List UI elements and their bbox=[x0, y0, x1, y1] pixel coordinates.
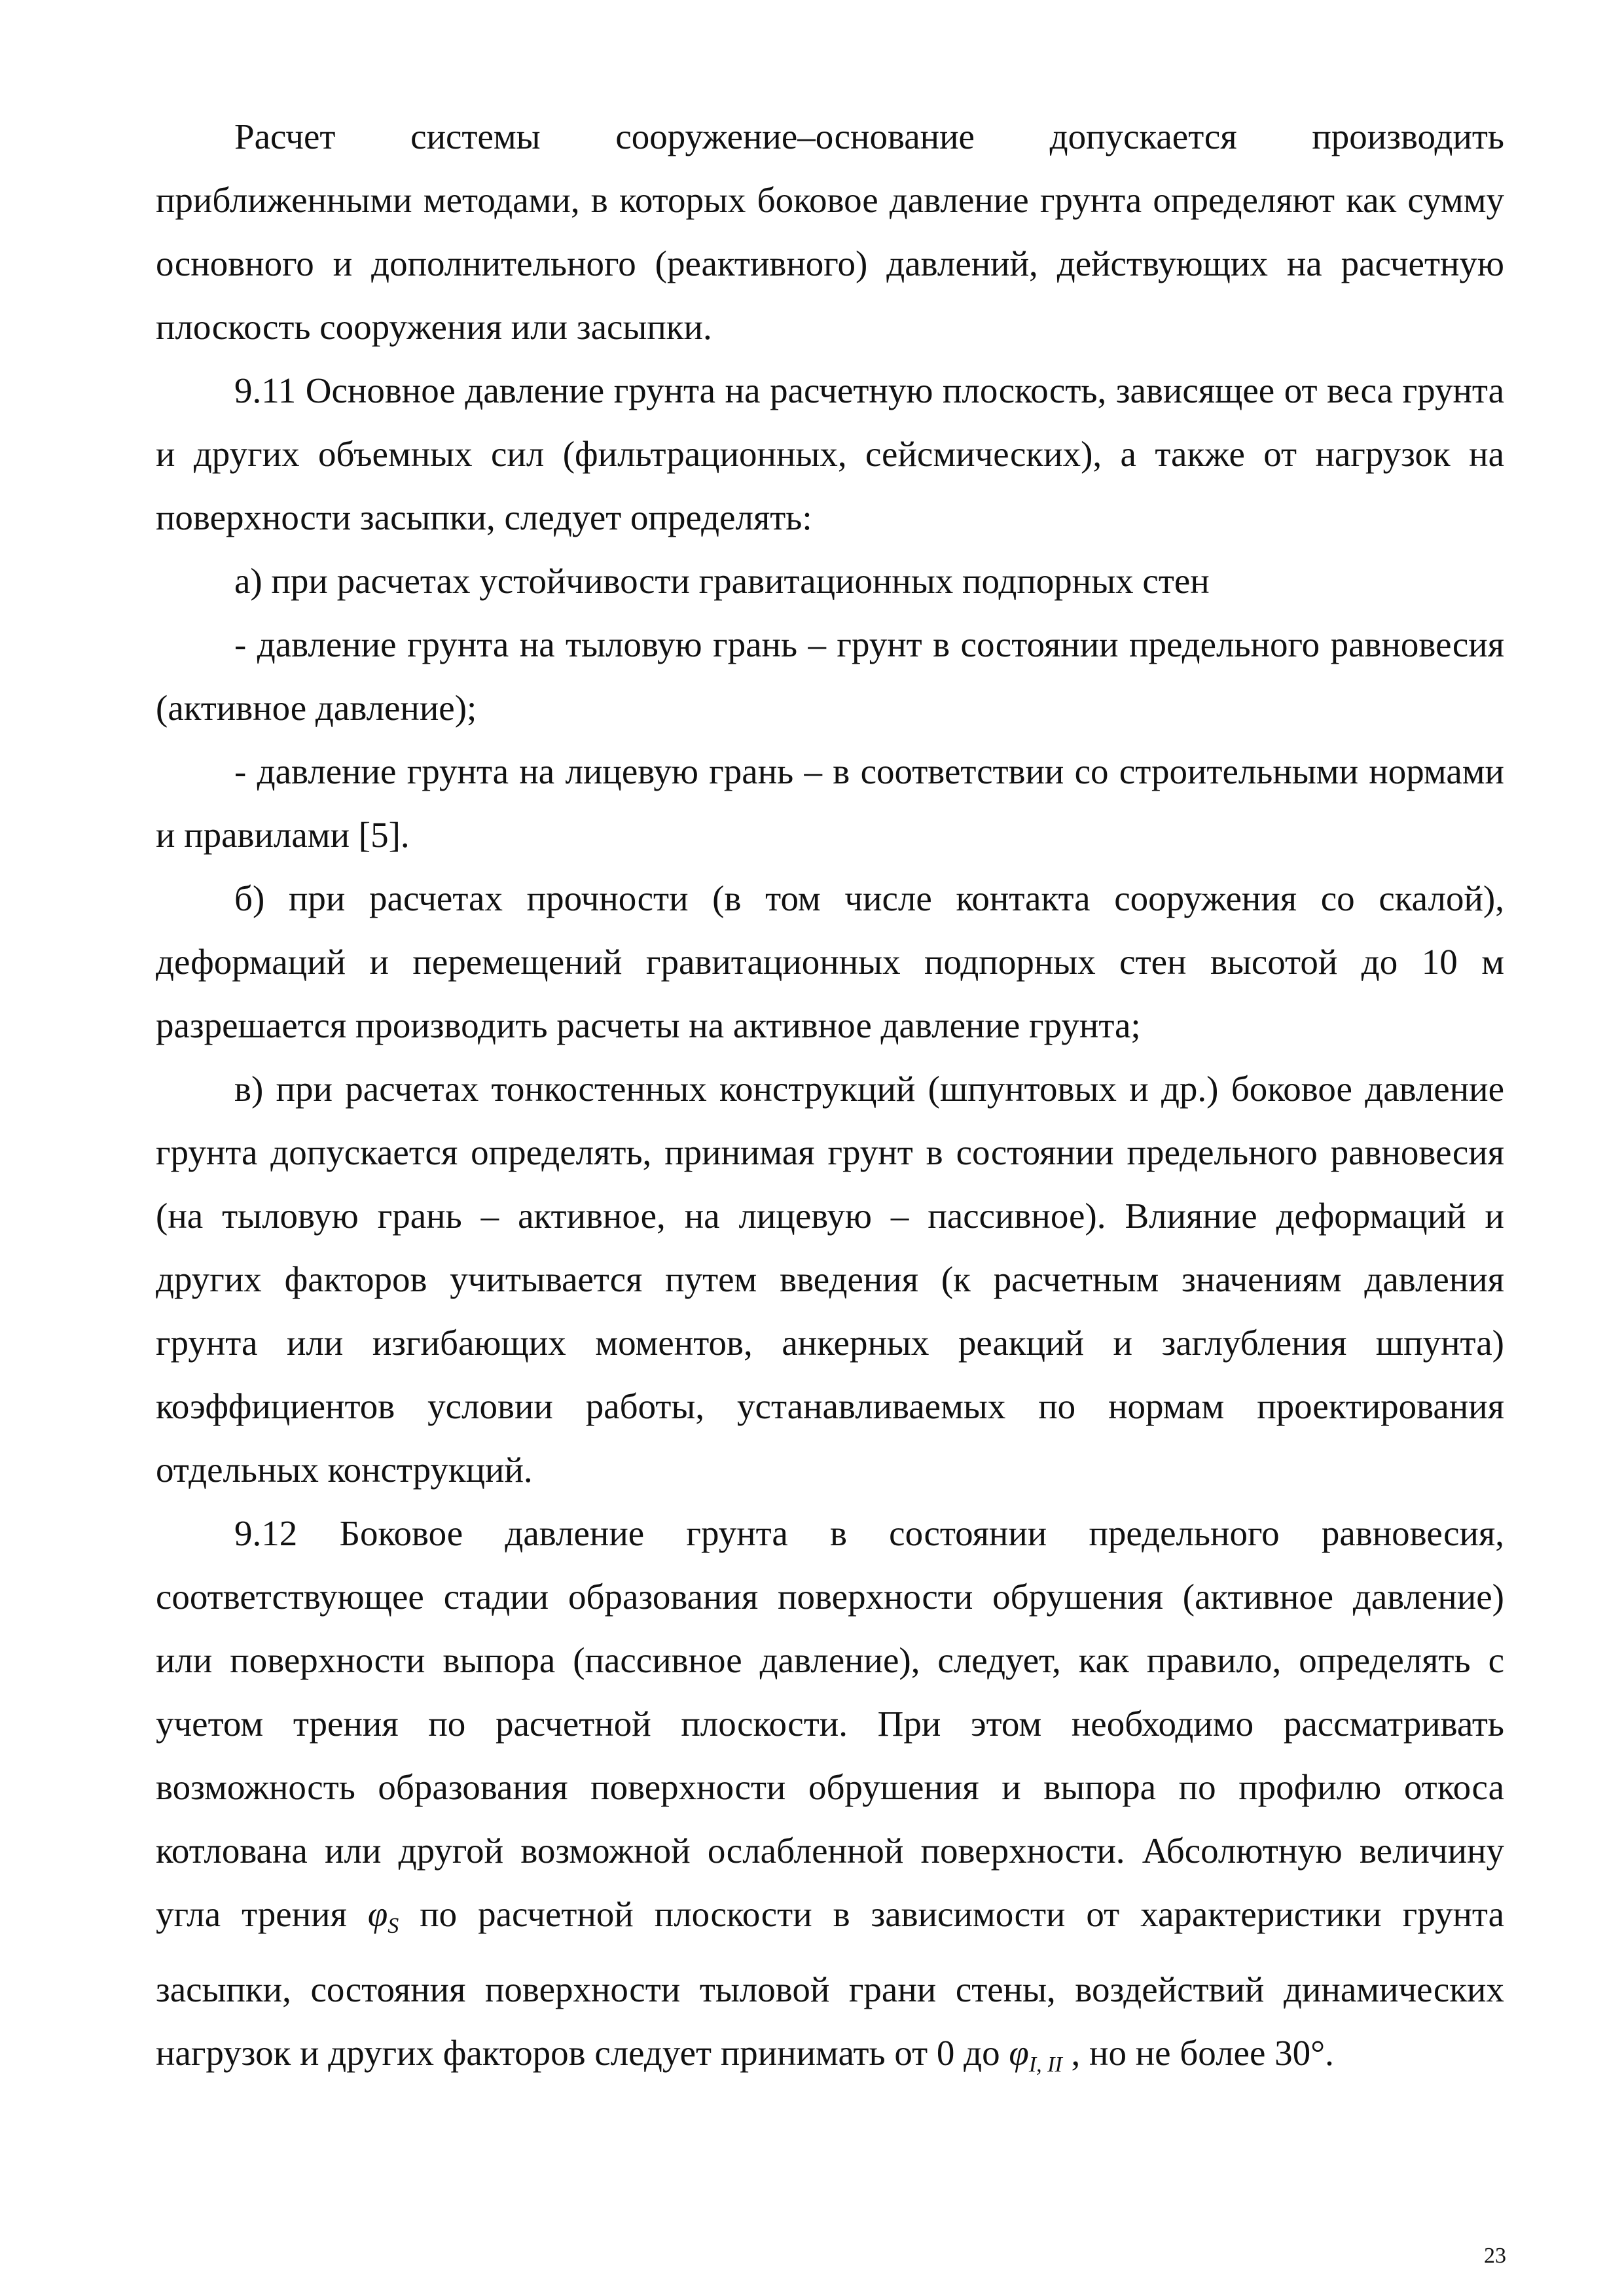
paragraph-rear-face: - давление грунта на тыловую грань – грунт в состоянии предельного равновесия (активное давление); bbox=[156, 624, 1504, 728]
page-number: 23 bbox=[1484, 2244, 1506, 2268]
phi-s-symbol: φ bbox=[367, 1894, 388, 1934]
p912-text-1: 9.12 Боковое давление грунта в состоянии предельного равновесия, соответствующее стадии образования поверхности обрушения (активное давление) или поверхности выпора (пассивное давление), следует, как правило, определять с учетом трения по расчетной плоскости. При этом необходимо рассматривать возможность образования поверхности обрушения и выпора по профилю откоса котлована или другой возможной ослабленной поверхности. Абсолютную величину угла трения bbox=[156, 1513, 1504, 1934]
page-body bbox=[156, 105, 1504, 2096]
paragraph-approximate-methods: Расчет системы сооружение–основание допускается производить приближенными методами, в которых боковое давление грунта определяют как сумму основного и дополнительного (реактивного) давлений, действующих на расчетную плоскость сооружения или засыпки. bbox=[156, 117, 1504, 347]
paragraph-9-12 bbox=[156, 1501, 1504, 2096]
paragraph-item-a: а) при расчетах устойчивости гравитационных подпорных стен bbox=[234, 561, 1210, 601]
paragraph-9-11: 9.11 Основное давление грунта на расчетную плоскость, зависящее от веса грунта и других объемных сил (фильтрационных, сейсмических), а также от нагрузок на поверхности засыпки, следует определять: bbox=[156, 370, 1504, 537]
phi-s-subscript: S bbox=[388, 1914, 399, 1938]
phi-1-2-symbol: φ bbox=[1009, 2033, 1029, 2073]
phi-1-2-subscript: I, II bbox=[1028, 2053, 1062, 2077]
paragraph-item-b: б) при расчетах прочности (в том числе контакта сооружения со скалой), деформаций и перемещений гравитационных подпорных стен высотой до 10 м разрешается производить расчеты на активное давление грунта; bbox=[156, 878, 1504, 1045]
p912-text-3: , но не более 30°. bbox=[1071, 2033, 1334, 2073]
p912-text-2: по расчетной плоскости в зависимости от характеристики грунта засыпки, состояния поверхности тыловой грани стены, воздействий динамических нагрузок и других факторов следует принимать от 0 до bbox=[156, 1894, 1505, 2073]
paragraph-front-face: - давление грунта на лицевую грань – в соответствии со строительными нормами и правилами [5]. bbox=[156, 751, 1504, 855]
paragraph-item-v: в) при расчетах тонкостенных конструкций (шпунтовых и др.) боковое давление грунта допускается определять, принимая грунт в состоянии предельного равновесия (на тыловую грань – активное, на лицевую – пассивное). Влияние деформаций и других факторов учитывается путем введения (к расчетным значениям давления грунта или изгибающих моментов, анкерных реакций и заглубления шпунта) коэффициентов условии работы, устанавливаемых по нормам проектирования отдельных конструкций. bbox=[156, 1069, 1504, 1490]
